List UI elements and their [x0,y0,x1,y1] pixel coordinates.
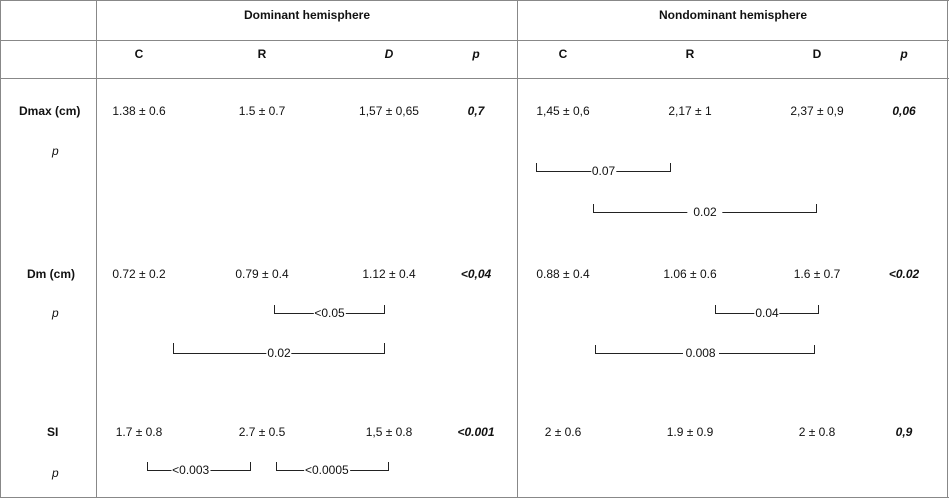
col-nondominant-r: R [685,47,695,61]
si-dominant-r: 2.7 ± 0.5 [238,425,286,439]
col-nondominant-d: D [812,47,822,61]
dm-dominant-p: <0,04 [460,267,492,281]
dmax-nondominant-r: 2,17 ± 1 [668,104,712,118]
dmax-bracket-c-r-label: 0.07 [591,164,616,178]
dmax-dominant-r: 1.5 ± 0.7 [238,104,286,118]
dm-dominant-d: 1.12 ± 0.4 [362,267,416,281]
si-bracket-r-d-label: <0.0005 [304,463,349,477]
col-dominant-d: D [384,47,394,61]
dm-bracket-c-d-nondominant-label: 0.008 [683,346,719,360]
dm-nondominant-c: 0.88 ± 0.4 [536,267,590,281]
header-divider [0,40,949,41]
si-dominant-p: <0.001 [457,425,495,439]
nondominant-hemisphere-header: Nondominant hemisphere [658,8,808,22]
dm-nondominant-r: 1.06 ± 0.6 [663,267,717,281]
col-dominant-p: p [472,47,480,61]
si-nondominant-r: 1.9 ± 0.9 [666,425,714,439]
si-nondominant-p: 0,9 [895,425,913,439]
hemisphere-divider [517,0,518,498]
dm-nondominant-d: 1.6 ± 0.7 [793,267,841,281]
dmax-dominant-d: 1,57 ± 0,65 [359,104,419,118]
table-bottom-border [0,497,949,498]
si-nondominant-c: 2 ± 0.6 [544,425,582,439]
col-dominant-c: C [134,47,144,61]
subheader-divider [0,78,949,79]
dm-bracket-c-d-dominant-label: 0.02 [267,346,291,360]
dominant-hemisphere-header: Dominant hemisphere [243,8,371,22]
dmax-nondominant-d: 2,37 ± 0,9 [790,104,844,118]
table-left-border [0,0,1,498]
dmax-bracket-c-d-label: 0.02 [687,205,722,219]
si-dominant-c: 1.7 ± 0.8 [115,425,163,439]
dmax-dominant-p: 0,7 [467,104,485,118]
dm-nondominant-p: <0.02 [888,267,920,281]
row-label-si: SI [47,425,59,439]
col-nondominant-c: C [558,47,568,61]
dmax-dominant-c: 1.38 ± 0.6 [112,104,166,118]
dmax-nondominant-c: 1,45 ± 0,6 [536,104,590,118]
dm-dominant-c: 0.72 ± 0.2 [112,267,166,281]
si-bracket-c-r-label: <0.003 [172,463,210,477]
dm-p-label: p [52,306,59,320]
dm-bracket-r-d-nondominant-label: 0.04 [755,306,779,320]
si-p-label: p [52,466,59,480]
row-label-dm: Dm (cm) [27,267,76,281]
dmax-p-label: p [52,144,59,158]
dm-bracket-r-d-dominant-label: <0.05 [314,306,345,320]
row-label-dmax: Dmax (cm) [19,104,81,118]
si-dominant-d: 1,5 ± 0.8 [365,425,413,439]
si-nondominant-d: 2 ± 0.8 [798,425,836,439]
dmax-nondominant-p: 0,06 [892,104,916,118]
table-top-border [0,0,949,1]
dm-dominant-r: 0.79 ± 0.4 [235,267,289,281]
col-nondominant-p: p [900,47,908,61]
col-dominant-r: R [257,47,267,61]
label-column-divider [96,0,97,498]
table-right-border [947,0,948,498]
